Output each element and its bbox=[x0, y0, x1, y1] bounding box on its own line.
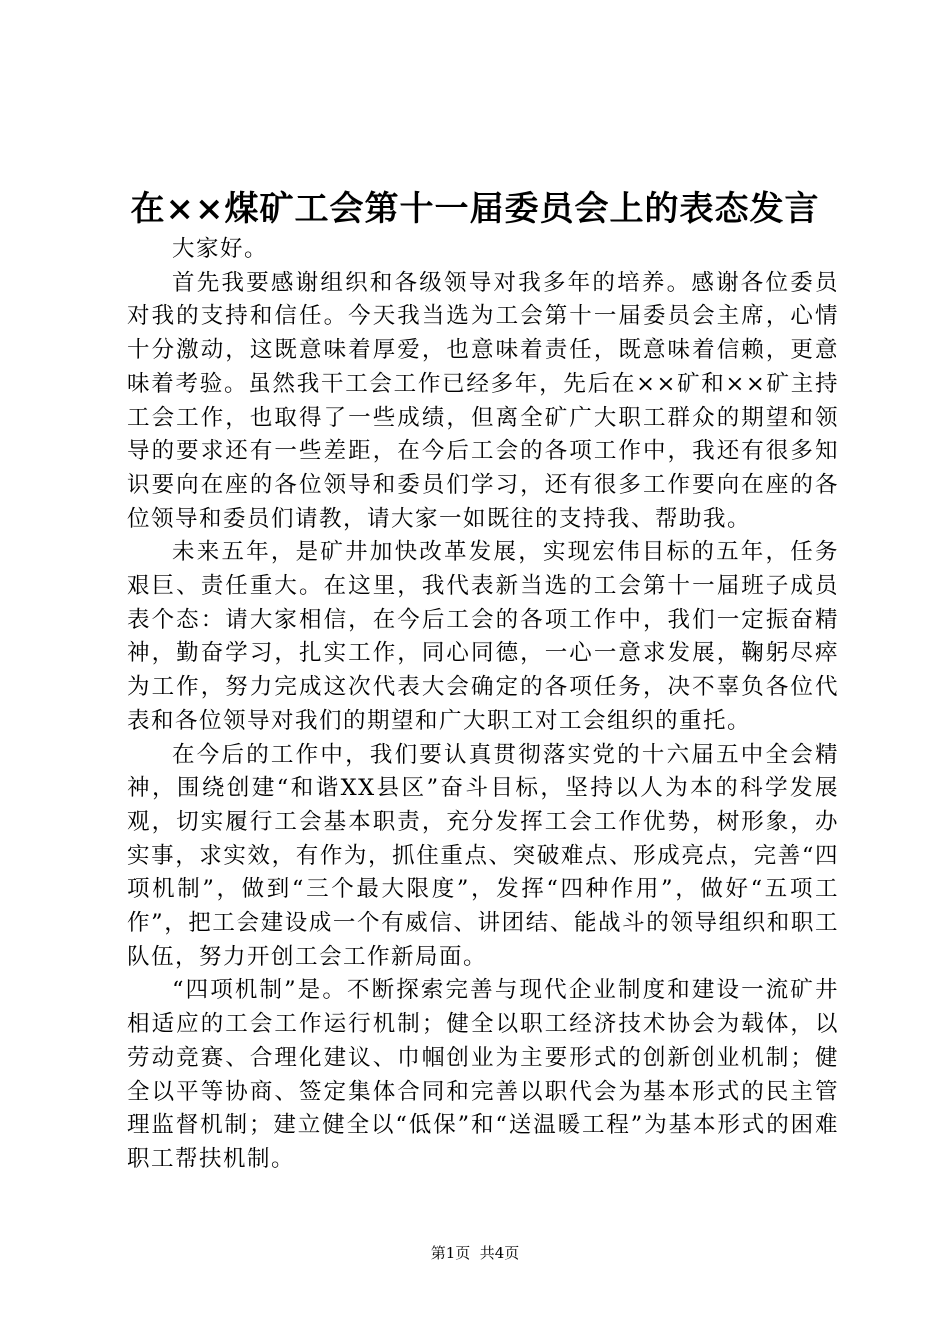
paragraph-future-five-years: 未来五年，是矿井加快改革发展，实现宏伟目标的五年，任务艰巨、责任重大。在这里，我代表新当选的工会第十一届班子成员表个态：请大家相信，在今后工会的各项工作中，我们一定振奋精神，勤奋学习，扎实工作，同心同德，一心一意求发展，鞠躬尽瘁为工作，努力完成这次代表大会确定的各项任务，决不辜负各位代表和各位领导对我们的期望和广大职工对工会组织的重托。 bbox=[127, 539, 839, 734]
paragraph-greeting: 大家好。 bbox=[172, 236, 269, 262]
document-body bbox=[127, 233, 839, 1177]
document-title: 在××煤矿工会第十一届委员会上的表态发言 bbox=[130, 189, 820, 229]
paragraph-four-mechanisms: “四项机制”是。不断探索完善与现代企业制度和建设一流矿井相适应的工会工作运行机制；健全以职工经济技术协会为载体，以劳动竞赛、合理化建议、巾帼创业为主要形式的创新创业机制；健全以平等协商、签定集体合同和完善以职代会为基本形式的民主管理监督机制；建立健全以“低保”和“送温暖工程”为基本形式的困难职工帮扶机制。 bbox=[127, 977, 839, 1172]
paragraph-thanks: 首先我要感谢组织和各级领导对我多年的培养。感谢各位委员对我的支持和信任。今天我当选为工会第十一届委员会主席，心情十分激动，这既意味着厚爱，也意味着责任，既意味着信赖，更意味着考验。虽然我干工会工作已经多年，先后在××矿和××矿主持工会工作，也取得了一些成绩，但离全矿广大职工群众的期望和领导的要求还有一些差距，在今后工会的各项工作中，我还有很多知识要向在座的各位领导和委员们学习，还有很多工作要向在座的各位领导和委员们请教，请大家一如既往的支持我、帮助我。 bbox=[127, 269, 839, 532]
page-footer bbox=[0, 1241, 950, 1265]
paragraph-future-work: 在今后的工作中，我们要认真贯彻落实党的十六届五中全会精神，围绕创建“和谐XX县区”奋斗目标，坚持以人为本的科学发展观，切实履行工会基本职责，充分发挥工会工作优势，树形象，办实事，求实效，有作为，抓住重点、突破难点、形成亮点，完善“四项机制”，做到“三个最大限度”，发挥“四种作用”，做好“五项工作”，把工会建设成一个有威信、讲团结、能战斗的领导组织和职工队伍，努力开创工会工作新局面。 bbox=[127, 741, 839, 970]
page-number: 第1页 共4页 bbox=[430, 1244, 520, 1262]
